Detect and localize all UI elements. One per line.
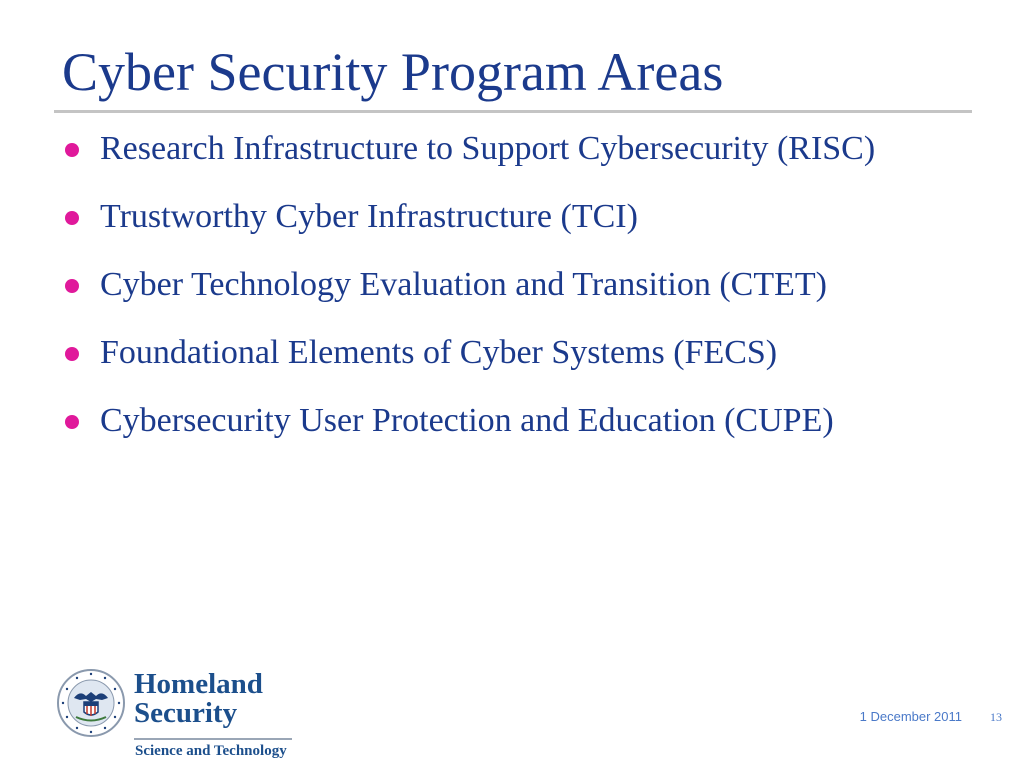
bullet-dot-icon (65, 211, 79, 225)
bullet-dot-icon (65, 347, 79, 361)
bullet-dot-icon (65, 279, 79, 293)
slide-title: Cyber Security Program Areas (62, 42, 724, 102)
title-divider (54, 110, 972, 113)
dhs-logo (54, 664, 304, 764)
bullet-text: Trustworthy Cyber Infrastructure (TCI) (100, 198, 638, 235)
bullet-dot-icon (65, 143, 79, 157)
bullet-text: Research Infrastructure to Support Cybersecurity (RISC) (100, 130, 876, 167)
logo-homeland-text: Homeland (134, 668, 263, 700)
bullet-item (60, 399, 990, 442)
logo-security-text: Security (134, 697, 238, 729)
bullet-dot-icon (65, 415, 79, 429)
bullet-text: Cybersecurity User Protection and Education (CUPE) (100, 402, 834, 439)
bullet-item (60, 263, 990, 306)
bullet-list (60, 127, 990, 467)
bullet-item (60, 127, 990, 170)
bullet-item (60, 195, 990, 238)
dhs-seal-icon (56, 668, 126, 738)
bullet-item (60, 331, 990, 374)
logo-subtitle: Science and Technology (135, 743, 287, 759)
bullet-text: Cyber Technology Evaluation and Transition (CTET) (100, 266, 827, 303)
logo-divider (134, 738, 292, 740)
slide-number: 13 (990, 710, 1002, 724)
bullet-text: Foundational Elements of Cyber Systems (FECS) (100, 334, 778, 371)
footer-date: 1 December 2011 (859, 709, 962, 724)
